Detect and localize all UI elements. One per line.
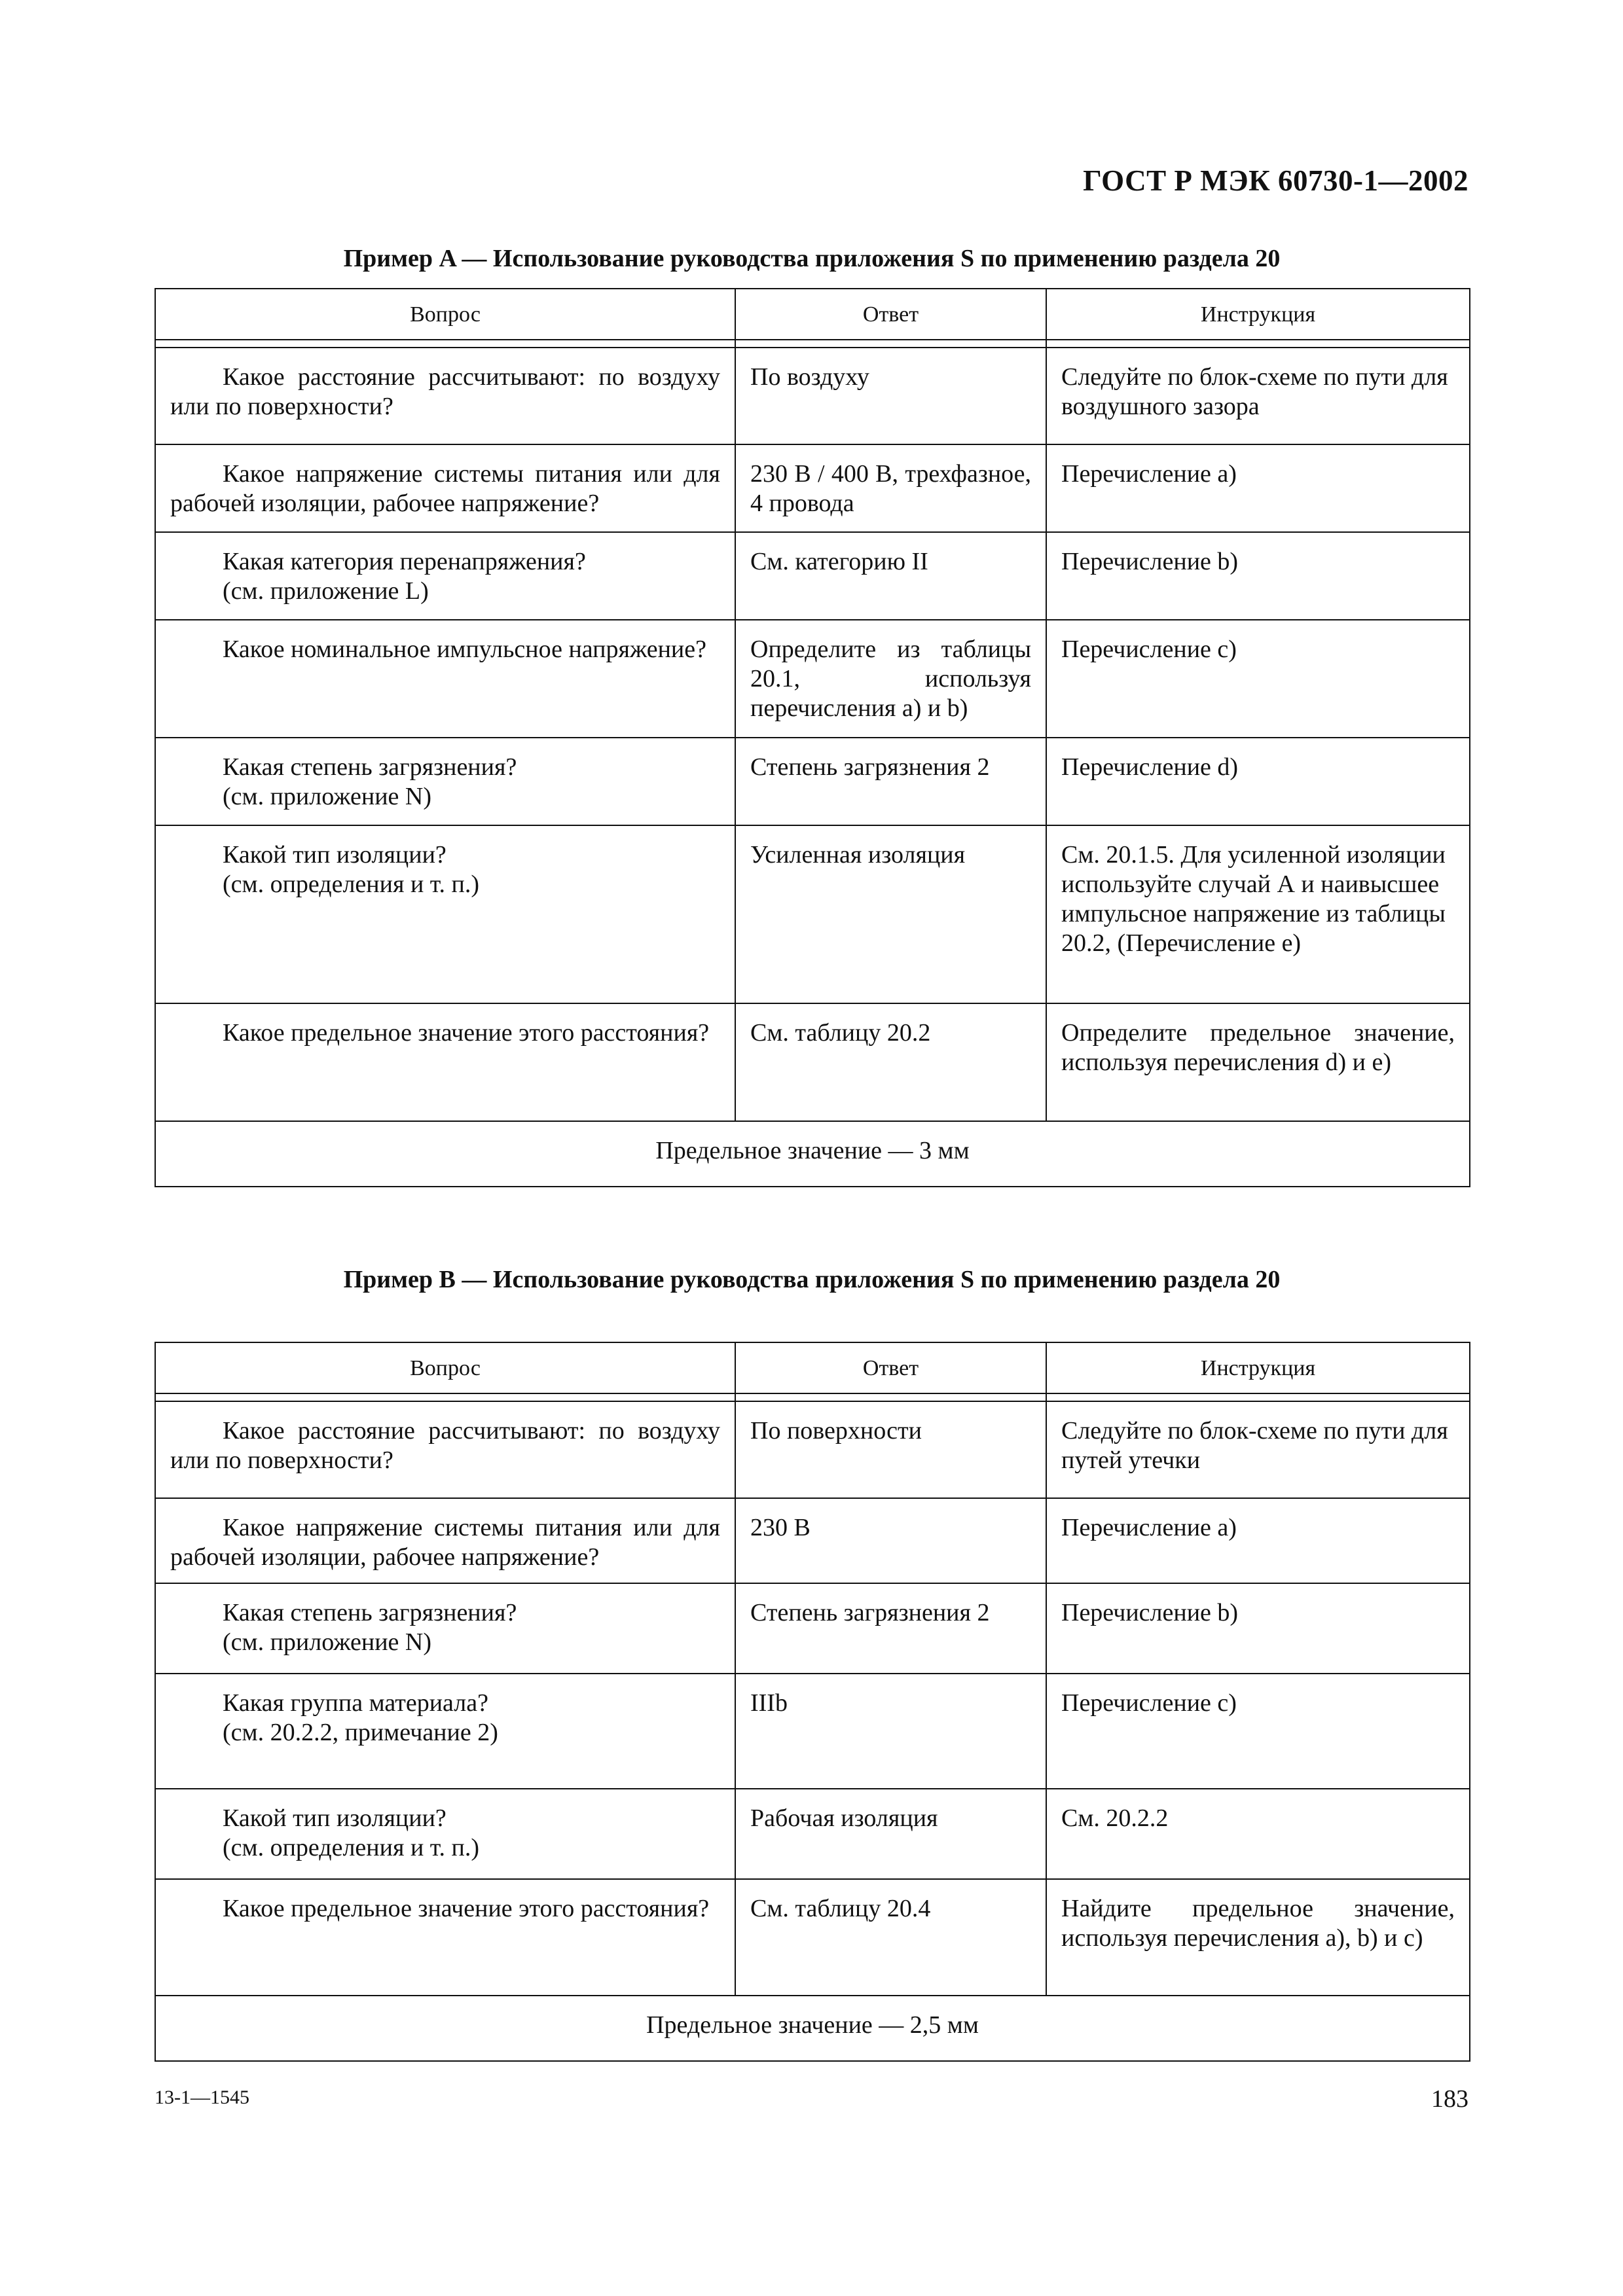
instruction-cell: Определите предельное значение, используя перечисления d) и е): [1046, 1003, 1470, 1121]
table-row: [155, 1498, 1470, 1583]
instruction-cell: Перечисление с): [1046, 620, 1470, 738]
instruction-cell: Перечисление d): [1046, 738, 1470, 825]
question-note: (см. приложение N): [223, 1628, 432, 1656]
answer-cell: По воздуху: [735, 348, 1046, 444]
question-cell: [155, 738, 735, 825]
question-text: Какая группа материала?: [223, 1689, 488, 1717]
column-header-question: Вопрос: [155, 289, 735, 340]
question-cell: Какое предельное значение этого расстояния?: [155, 1879, 735, 1996]
instruction-cell: Перечисление b): [1046, 1583, 1470, 1674]
result-row: [155, 1996, 1470, 2061]
table-row: [155, 1674, 1470, 1789]
question-cell: Какое напряжение системы питания или для рабочей изоляции, рабочее напряжение?: [155, 444, 735, 532]
instruction-cell: Перечисление а): [1046, 1498, 1470, 1583]
question-cell: Какое расстояние рассчитывают: по воздуху или по поверхности?: [155, 1401, 735, 1498]
instruction-cell: Следуйте по блок-схеме по пути для путей утечки: [1046, 1401, 1470, 1498]
header-separator: [155, 1393, 1470, 1401]
question-note: (см. приложение N): [223, 783, 432, 810]
table-b-header-row: [155, 1342, 1470, 1393]
question-note: (см. 20.2.2, примечание 2): [223, 1719, 498, 1746]
question-text: Какой тип изоляции?: [223, 841, 447, 869]
question-cell: [155, 532, 735, 620]
result-value: Предельное значение — 2,5 мм: [155, 1996, 1470, 2061]
table-row: [155, 620, 1470, 738]
table-row: [155, 348, 1470, 444]
question-cell: Какое предельное значение этого расстояния?: [155, 1003, 735, 1121]
table-row: [155, 532, 1470, 620]
table-a-header-row: [155, 289, 1470, 340]
question-cell: [155, 1789, 735, 1879]
question-cell: Какое напряжение системы питания или для рабочей изоляции, рабочее напряжение?: [155, 1498, 735, 1583]
result-row: [155, 1121, 1470, 1187]
result-value: Предельное значение — 3 мм: [155, 1121, 1470, 1187]
answer-cell: См. таблицу 20.4: [735, 1879, 1046, 1996]
instruction-cell: См. 20.1.5. Для усиленной изоляции используйте случай А и наивысшее импульсное напряжение из таблицы 20.2, (Перечисление е): [1046, 825, 1470, 1003]
answer-cell: Степень загрязнения 2: [735, 738, 1046, 825]
answer-cell: 230 В: [735, 1498, 1046, 1583]
table-row: [155, 1003, 1470, 1121]
question-text: Какой тип изоляции?: [223, 1804, 447, 1832]
answer-cell: Усиленная изоляция: [735, 825, 1046, 1003]
print-code: 13-1—1545: [155, 2087, 249, 2108]
answer-cell: 230 В / 400 В, трехфазное, 4 провода: [735, 444, 1046, 532]
question-cell: [155, 1674, 735, 1789]
table-a-title: Пример A — Использование руководства приложения S по применению раздела 20: [343, 245, 1281, 272]
answer-cell: Степень загрязнения 2: [735, 1583, 1046, 1674]
instruction-cell: Найдите предельное значение, используя перечисления а), b) и с): [1046, 1879, 1470, 1996]
instruction-cell: Перечисление с): [1046, 1674, 1470, 1789]
column-header-question: Вопрос: [155, 1342, 735, 1393]
page-number: 183: [1431, 2085, 1468, 2113]
answer-cell: По поверхности: [735, 1401, 1046, 1498]
document-code: ГОСТ Р МЭК 60730-1—2002: [1083, 164, 1468, 197]
instruction-cell: Следуйте по блок-схеме по пути для воздушного зазора: [1046, 348, 1470, 444]
instruction-cell: См. 20.2.2: [1046, 1789, 1470, 1879]
question-cell: Какое расстояние рассчитывают: по воздуху или по поверхности?: [155, 348, 735, 444]
answer-cell: IIIb: [735, 1674, 1046, 1789]
column-header-instruction: Инструкция: [1046, 1342, 1470, 1393]
table-row: [155, 1789, 1470, 1879]
question-cell: [155, 1583, 735, 1674]
table-row: [155, 825, 1470, 1003]
answer-cell: Определите из таблицы 20.1, используя перечисления а) и b): [735, 620, 1046, 738]
question-text: Какая степень загрязнения?: [223, 753, 517, 781]
column-header-answer: Ответ: [735, 1342, 1046, 1393]
table-row: [155, 1879, 1470, 1996]
answer-cell: См. категорию II: [735, 532, 1046, 620]
question-note: (см. определения и т. п.): [223, 1834, 480, 1861]
table-b: [155, 1342, 1470, 2062]
table-a: [155, 288, 1470, 1187]
table-row: [155, 1583, 1470, 1674]
question-cell: Какое номинальное импульсное напряжение?: [155, 620, 735, 738]
instruction-cell: Перечисление а): [1046, 444, 1470, 532]
column-header-answer: Ответ: [735, 289, 1046, 340]
answer-cell: Рабочая изоляция: [735, 1789, 1046, 1879]
header-separator: [155, 340, 1470, 348]
table-b-title: Пример В — Использование руководства приложения S по применению раздела 20: [343, 1266, 1281, 1293]
table-row: [155, 1401, 1470, 1498]
question-text: Какая категория перенапряжения?: [223, 548, 586, 575]
question-note: (см. определения и т. п.): [223, 870, 480, 898]
column-header-instruction: Инструкция: [1046, 289, 1470, 340]
table-row: [155, 738, 1470, 825]
answer-cell: См. таблицу 20.2: [735, 1003, 1046, 1121]
instruction-cell: Перечисление b): [1046, 532, 1470, 620]
question-text: Какая степень загрязнения?: [223, 1599, 517, 1626]
question-note: (см. приложение L): [223, 577, 429, 605]
question-cell: [155, 825, 735, 1003]
table-row: [155, 444, 1470, 532]
